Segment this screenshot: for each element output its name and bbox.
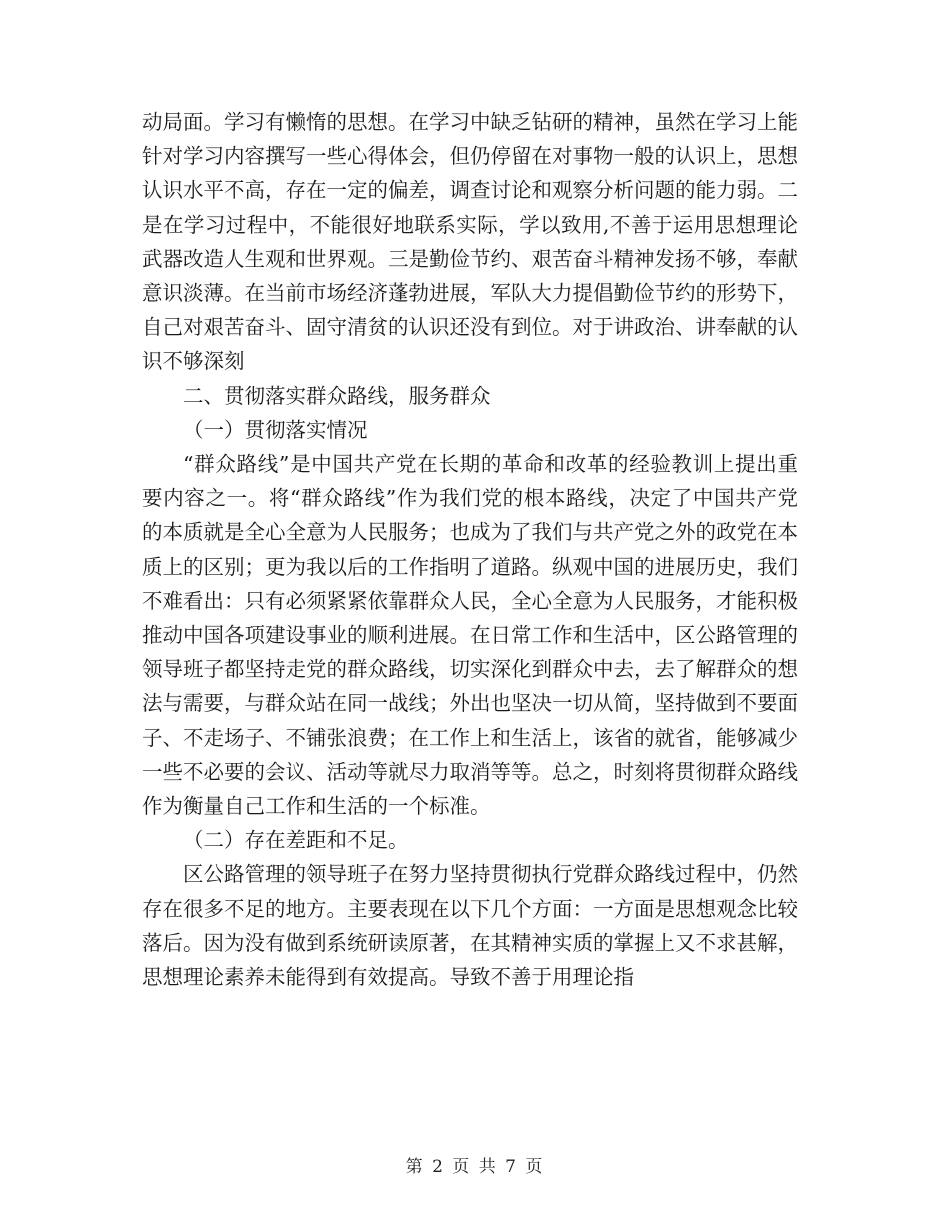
- subsection-heading: （二）存在差距和不足。: [183, 828, 409, 853]
- paragraph-continuation: 动局面。学习有懒惰的思想。在学习中缺乏钻研的精神，虽然在学习上能针对学习内容撰写一些心得体会，但仍停留在对事物一般的认识上，思想认识水平不高，存在一定的偏差，调查讨论和观察分析问题的能力弱。二是在学习过程中，不能很好地联系实际，学以致用,不善于运用思想理论武器改造人生观和世界观。三是勤俭节约、艰苦奋斗精神发扬不够，奉献意识淡薄。在当前市场经济蓬勃进展，军队大力提倡勤俭节约的形势下，自己对艰苦奋斗、固守清贫的认识还没有到位。对于讲政治、讲奉献的认识不够深刻: [142, 110, 798, 374]
- paragraph-shortcomings: 区公路管理的领导班子在努力坚持贯彻执行党群众路线过程中，仍然存在很多不足的地方。主要表现在以下几个方面：一方面是思想观念比较落后。因为没有做到系统研读原著，在其精神实质的掌握上又不求甚解，思想理论素养未能得到有效提高。导致不善于用理论指: [142, 862, 798, 990]
- subsection-heading: （一）贯彻落实情况: [183, 417, 368, 442]
- page-number-footer: 第 2 页 共 7 页: [405, 1157, 545, 1177]
- document-body: [142, 105, 798, 994]
- paragraph-mass-line: “群众路线”是中国共产党在长期的革命和改革的经验教训上提出重要内容之一。将“群众路线”作为我们党的根本路线，决定了中国共产党的本质就是全心全意为人民服务；也成为了我们与共产党之外的政党在本质上的区别；更为我以后的工作指明了道路。纵观中国的进展历史，我们不难看出：只有必须紧紧依靠群众人民，全心全意为人民服务，才能积极推动中国各项建设事业的顺利进展。在日常工作和生活中，区公路管理的领导班子都坚持走党的群众路线，切实深化到群众中去，去了解群众的想法与需要，与群众站在同一战线；外出也坚决一切从简，坚持做到不要面子、不走场子、不铺张浪费；在工作上和生活上，该省的就省，能够减少一些不必要的会议、活动等就尽力取消等等。总之，时刻将贯彻群众路线作为衡量自己工作和生活的一个标准。: [142, 452, 798, 819]
- section-heading: 二、贯彻落实群众路线，服务群众: [183, 383, 491, 408]
